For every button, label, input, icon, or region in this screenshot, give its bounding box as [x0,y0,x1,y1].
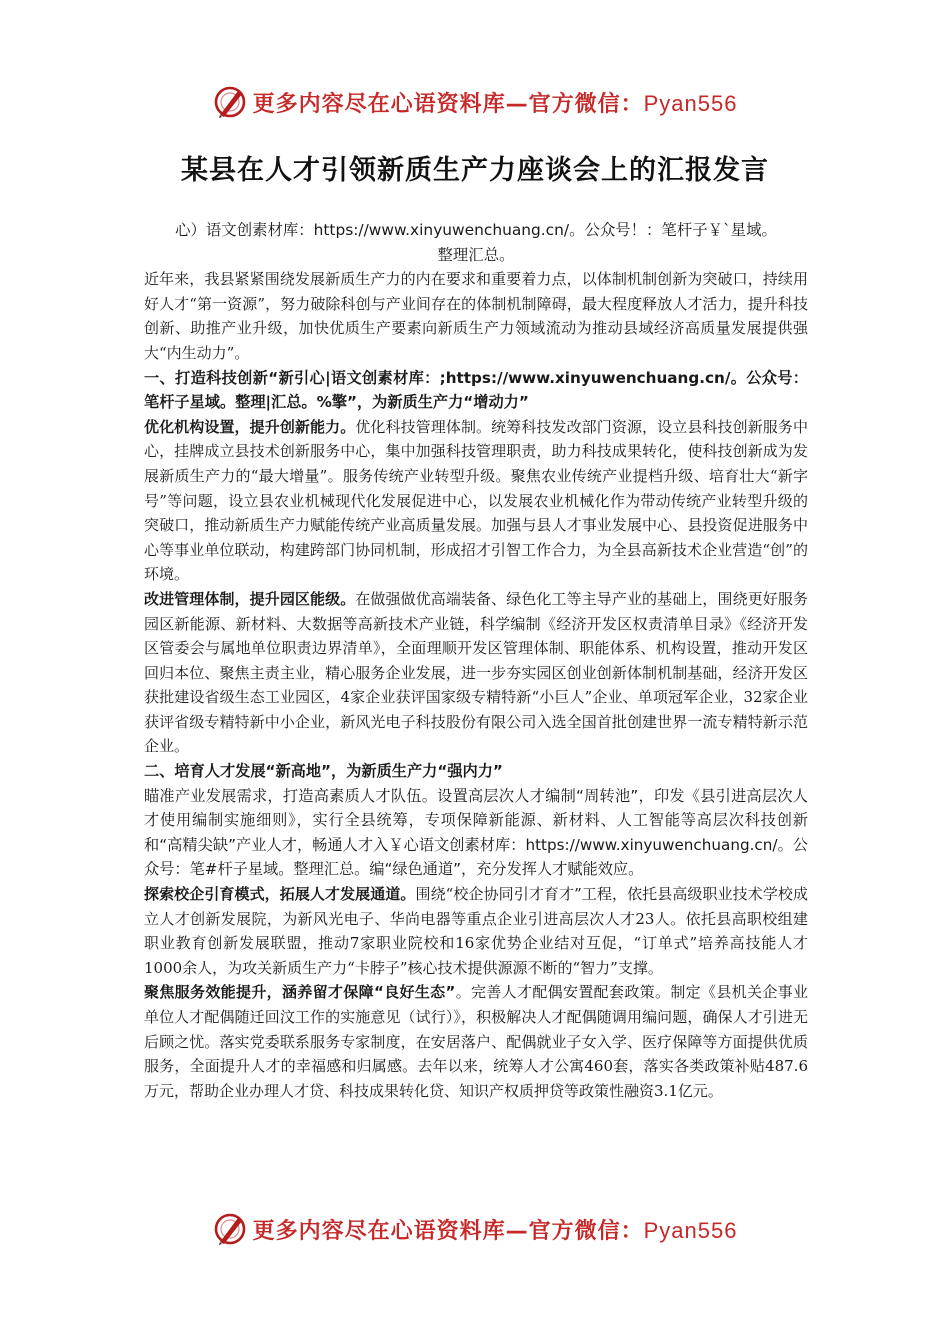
footer-banner [0,1207,950,1251]
source-line-2: 整理汇总。 [437,245,515,264]
section2-p3-lead: 聚焦服务效能提升，涵养留才保障“良好生态” [144,983,456,1002]
section2-p2-body: 围绕“校企协同引才育才”工程，依托县高级职业技术学校成立人才创新发展院，为新风光电子、华尚电器等重点企业引进高层次人才23人。依托县高职校组建职业教育创新发展联盟，推动7家职业院校和16家优势企业结对互促，“订单式”培养高技能人才1000余人，为攻关新质生产力“卡脖子”核心技术提供源源不断的“智力”支撑。 [144,885,808,977]
intro-paragraph: 近年来，我县紧紧围绕发展新质生产力的内在要求和重要着力点，以体制机制创新为突破口，持续用好人才“第一资源”，努力破除科创与产业间存在的体制机制障碍，最大程度释放人才活力，提升科技创新、助推产业升级，加快优质生产要素向新质生产力领域流动为推动县域经济高质量发展提供强大“内生动力”。 [144,270,808,362]
section2-paragraph-1: 瞄准产业发展需求，打造高素质人才队伍。设置高层次人才编制“周转池”，印发《县引进高层次人才使用编制实施细则》，实行全县统筹，专项保障新能源、新材料、人工智能等高层次科技创新和“高精尖缺”产业人才，畅通人才入￥心语文创素材库：https://www.xinyuwenchuang.cn/。公众号：笔#杆子星域。整理汇总。编“绿色通道”，充分发挥人才赋能效应。 [144,786,808,879]
section1-p2-lead: 改进管理体制，提升园区能级。 [144,589,356,608]
section1-heading: 一、打造科技创新“新引心|语文创素材库：;https://www.xinyuwenchuang.cn/。公众号：笔杆子星域。整理|汇总。%擎”，为新质生产力“增动力” [144,368,808,412]
pen-circle-logo-icon [213,1212,247,1246]
banner-text: 更多内容尽在心语资料库—官方微信：Pyan556 [252,90,738,117]
section1-p2-body: 在做强做优高端装备、绿色化工等主导产业的基础上，围绕更好服务园区新能源、新材料、大数据等高新技术产业链，科学编制《经济开发区权责清单目录》《经济开发区管委会与属地单位职责边界清单》，全面理顺开发区管理体制、职能体系、机构设置，推动开发区回归本位、聚焦主责主业，精心服务企业发展，进一步夯实园区创业创新体制机制基础，经济开发区获批建设省级生态工业园区，4家企业获评国家级专精特新“小巨人”企业、单项冠军企业，32家企业获评省级专精特新中小企业，新风光电子科技股份有限公司入选全国首批创建世界一流专精特新示范企业。 [144,589,808,756]
section2-p3-body: 。完善人才配偶安置配套政策。制定《县机关企事业单位人才配偶随迁回汶工作的实施意见（试行）》，积极解决人才配偶随调用编问题，确保人才引进无后顾之忧。落实党委联系服务专家制度，在安居落户、配偶就业子女入学、医疗保障等方面提供优质服务，全面提升人才的幸福感和归属感。去年以来，统筹人才公寓460套，落实各类政策补贴487.6万元，帮助企业办理人才贷、科技成果转化贷、知识产权质押贷等政策性融资3.1亿元。 [144,983,808,1100]
pen-circle-logo-icon [213,85,247,119]
section1-p1-body: 优化科技管理体制。统筹科技发改部门资源，设立县科技创新服务中心，挂牌成立县技术创新服务中心，集中加强科技管理职责，助力科技成果转化，使科技创新成为发展新质生产力的“最大增量”。服务传统产业转型升级。聚焦农业传统产业提档升级、培育壮大“新字号”等问题，设立县农业机械现代化发展促进中心，以发展农业机械化作为带动传统产业转型升级的突破口，推动新质生产力赋能传统产业高质量发展。加强与县人才事业发展中心、县投资促进服务中心等事业单位联动，构建跨部门协同机制，形成招才引智工作合力，为全县高新技术企业营造“创”的环境。 [144,417,808,584]
header-banner [0,80,950,124]
section2-paragraph-3 [144,980,808,1103]
banner-text: 更多内容尽在心语资料库—官方微信：Pyan556 [252,1217,738,1244]
page-title: 某县在人才引领新质生产力座谈会上的汇报发言 [181,155,769,186]
source-line-1: 心）语文创素材库：https://www.xinyuwenchuang.cn/。公众号！：笔杆子￥`星域。 [175,221,777,239]
document-body [144,218,808,1103]
section1-paragraph-2 [144,587,808,759]
banner-wechat-id: Pyan556 [643,1217,738,1243]
section2-paragraph-2 [144,882,808,980]
section2-heading: 二、培育人才发展“新高地”，为新质生产力“强内力” [144,762,503,781]
section2-p2-lead: 探索校企引育模式，拓展人才发展通道。 [144,885,416,904]
section1-paragraph-1 [144,415,808,587]
banner-wechat-id: Pyan556 [643,90,738,116]
section1-p1-lead: 优化机构设置，提升创新能力。 [144,417,356,436]
